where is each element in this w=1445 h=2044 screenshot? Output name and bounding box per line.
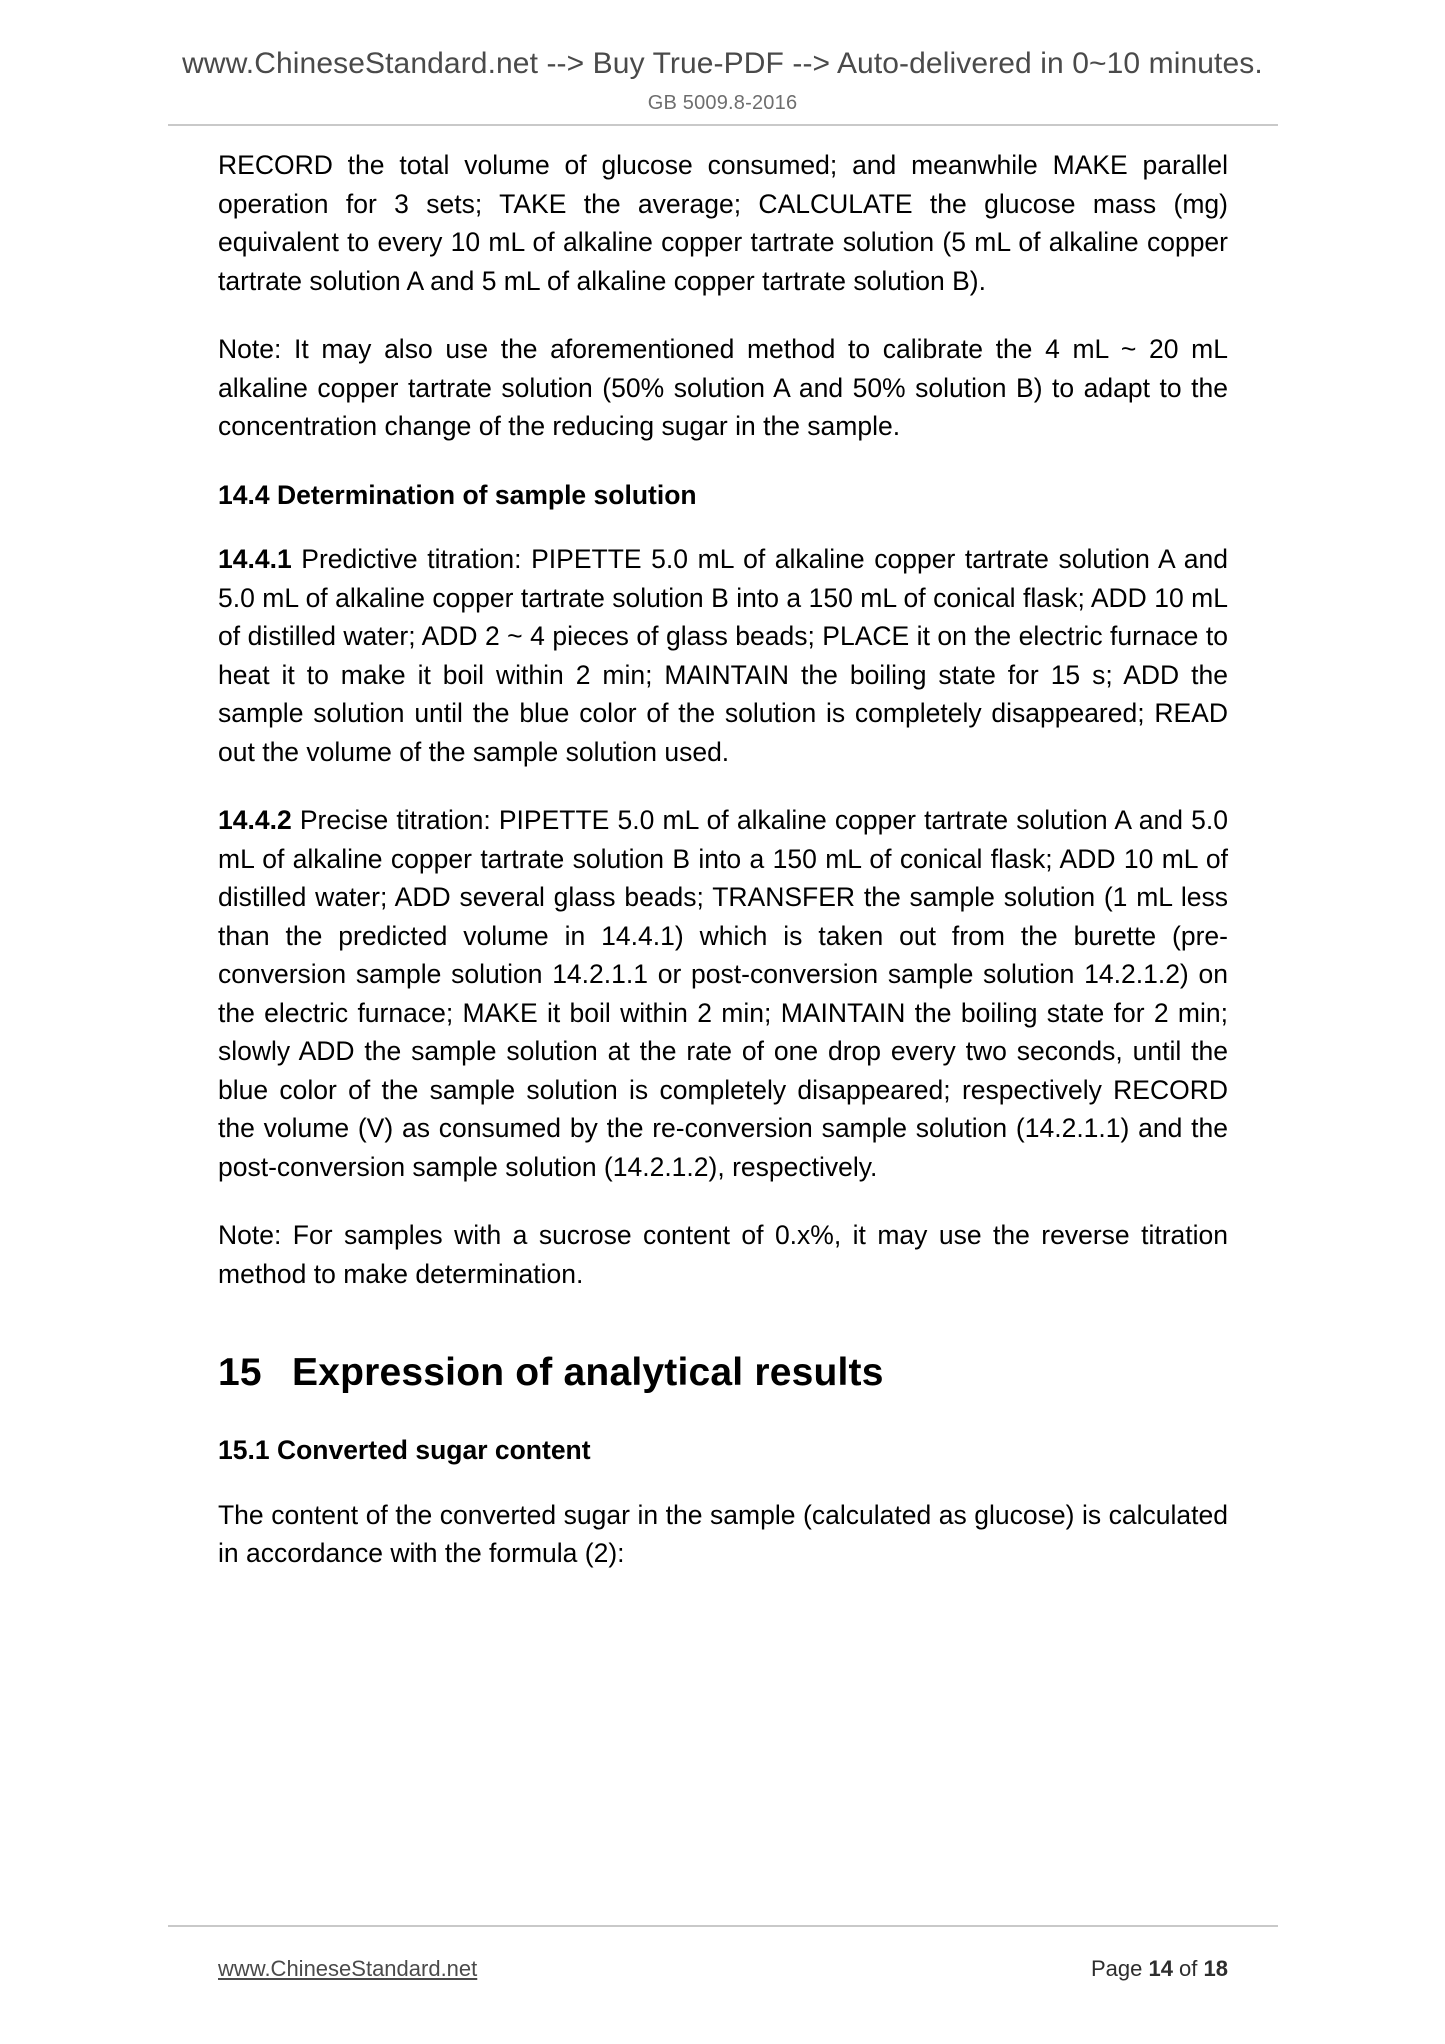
footer-page-prefix: Page <box>1090 1956 1149 1981</box>
page-footer <box>218 1956 1228 1982</box>
paragraph-note-calibration: Note: It may also use the aforementioned method to calibrate the 4 mL ~ 20 mL alkaline copper tartrate solution (50% solution A and 50% solution B) to adapt to the concentration change of the reducing sugar in the sample. <box>218 334 1228 441</box>
heading-15-title: Expression of analytical results <box>292 1351 884 1394</box>
page-header <box>0 0 1445 115</box>
heading-14-4-determination-of-sample-solution: 14.4 Determination of sample solution <box>218 479 697 510</box>
footer-page-number <box>1091 1956 1228 1982</box>
clause-text-14-4-2: Precise titration: PIPETTE 5.0 mL of alkaline copper tartrate solution A and 5.0 mL of alkaline copper tartrate solution B into a 150 mL of conical flask; ADD 10 mL of distilled water; ADD several glass beads; TRANSFER the sample solution (1 mL less than the predicted volume in 14.4.1) which is taken out from the burette (pre-conversion sample solution 14.2.1.1 or post-conversion sample solution 14.2.1.2) on the electric furnace; MAKE it boil within 2 min; MAINTAIN the boiling state for 2 min; slowly ADD the sample solution at the rate of one drop every two seconds, until the blue color of the sample solution is completely disappeared; respectively RECORD the volume (V) as consumed by the re-conversion sample solution (14.2.1.1) and the post-conversion sample solution (14.2.1.2), respectively. <box>218 805 1228 1182</box>
footer-divider <box>168 1925 1278 1927</box>
footer-page-current: 14 <box>1148 1956 1173 1981</box>
heading-15-1-converted-sugar-content: 15.1 Converted sugar content <box>218 1435 591 1465</box>
paragraph-converted-sugar-formula-intro: The content of the converted sugar in the sample (calculated as glucose) is calculated in accordance with the formula (2): <box>218 1499 1228 1568</box>
paragraph-14-4-2-precise-titration <box>218 801 1228 1186</box>
clause-number-14-4-1: 14.4.1 <box>218 544 292 574</box>
heading-15-number: 15 <box>218 1351 262 1394</box>
footer-site-link[interactable]: www.ChineseStandard.net <box>218 1956 478 1981</box>
header-promo-text: www.ChineseStandard.net --> Buy True-PDF --> Auto-delivered in 0~10 minutes. <box>182 47 1263 80</box>
clause-number-14-4-2: 14.4.2 <box>218 805 292 835</box>
footer-page-total: 18 <box>1203 1956 1228 1981</box>
paragraph-record-total-volume: RECORD the total volume of glucose consumed; and meanwhile MAKE parallel operation for 3 sets; TAKE the average; CALCULATE the glucose mass (mg) equivalent to every 10 mL of alkaline copper tartrate solution (5 mL of alkaline copper tartrate solution A and 5 mL of alkaline copper tartrate solution B). <box>218 150 1228 296</box>
paragraph-14-4-1-predictive-titration <box>218 540 1228 771</box>
heading-15-expression-of-analytical-results <box>218 1349 1228 1397</box>
header-standard-number: GB 5009.8-2016 <box>647 92 798 114</box>
paragraph-note-reverse-titration: Note: For samples with a sucrose content of 0.x%, it may use the reverse titration method to make determination. <box>218 1220 1228 1289</box>
clause-text-14-4-1: Predictive titration: PIPETTE 5.0 mL of alkaline copper tartrate solution A and 5.0 mL of alkaline copper tartrate solution B into a 150 mL of conical flask; ADD 10 mL of distilled water; ADD 2 ~ 4 pieces of glass beads; PLACE it on the electric furnace to heat it to make it boil within 2 min; MAINTAIN the boiling state for 15 s; ADD the sample solution until the blue color of the solution is completely disappeared; READ out the volume of the sample solution used. <box>218 544 1228 767</box>
header-divider <box>168 124 1278 126</box>
document-content <box>218 146 1228 1603</box>
footer-page-middle: of <box>1172 1956 1204 1981</box>
